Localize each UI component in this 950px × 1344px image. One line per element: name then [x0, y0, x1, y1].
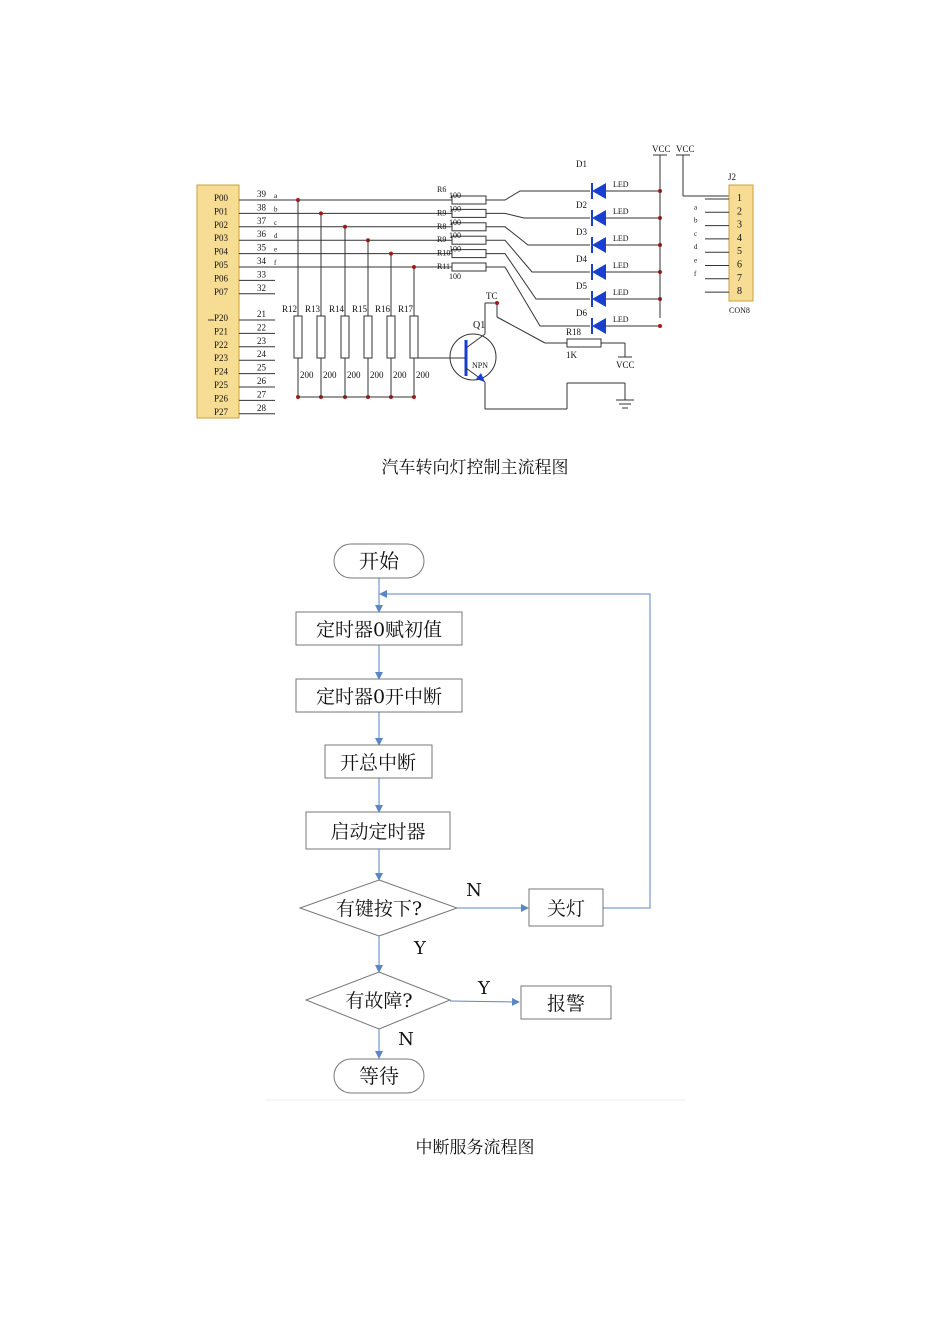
series-value-5: 100	[449, 272, 461, 281]
decision2-yes-label: Y	[478, 978, 490, 999]
connector-net-f: f	[694, 269, 697, 278]
connector-pin-7: 7	[737, 272, 742, 284]
decision1-no-label: N	[466, 880, 482, 901]
connector-pin-4: 4	[737, 232, 742, 244]
pin-label-p03: P03	[214, 233, 229, 244]
connector-pin-8: 8	[737, 286, 742, 298]
led-label-2: LED	[613, 234, 629, 243]
caption-main-flowchart: 汽车转向灯控制主流程图	[381, 458, 569, 478]
step-global-interrupt	[325, 745, 432, 778]
connector-net-a: a	[694, 203, 698, 212]
led-label-5: LED	[613, 315, 629, 324]
connector-net-d: d	[694, 243, 698, 252]
decision-key-pressed-label: 有键按下?	[335, 898, 423, 920]
action-lights-off	[529, 889, 603, 926]
pin-label-p06: P06	[214, 273, 229, 284]
r18-ref: R18	[566, 327, 582, 337]
pull-value-0: 200	[300, 370, 314, 380]
connector-ref: J2	[728, 172, 737, 182]
series-ref-0: R6	[437, 185, 447, 194]
pull-ref-r13: R13	[305, 304, 321, 314]
step-start-timer-label: 启动定时器	[330, 821, 426, 843]
net-label-c: c	[274, 218, 278, 227]
connector-pin-1: 1	[737, 193, 742, 204]
pin-label-p25: P25	[214, 380, 229, 390]
led-label-0: LED	[613, 180, 629, 189]
step-timer-init-label: 定时器0赋初值	[315, 619, 443, 641]
pin-number-27: 27	[257, 389, 266, 400]
pin-label-p04: P04	[214, 246, 229, 257]
decision-fault	[306, 972, 450, 1029]
pull-ref-r16: R16	[375, 304, 391, 314]
decision-key-pressed	[300, 880, 457, 936]
connector-net-c: c	[694, 229, 698, 238]
tc-label: TC	[486, 291, 498, 301]
pin-number-37: 37	[257, 215, 266, 226]
step-timer-interrupt	[296, 679, 462, 712]
net-label-a: a	[274, 192, 278, 200]
pin-number-21: 21	[257, 309, 266, 319]
decision2-no-label: N	[398, 1029, 414, 1050]
step-start-timer	[306, 812, 450, 849]
pin-number-33: 33	[257, 269, 266, 280]
transistor-type: NPN	[472, 361, 489, 370]
net-label-e: e	[274, 245, 278, 254]
led-label-4: LED	[613, 288, 629, 297]
action-alarm	[521, 986, 611, 1019]
pull-value-2: 200	[347, 370, 361, 380]
led-ref-d3: D3	[576, 227, 587, 237]
action-alarm-label: 报警	[546, 993, 586, 1015]
pull-ref-r17: R17	[398, 304, 414, 314]
pin-number-36: 36	[257, 229, 266, 240]
pull-value-3: 200	[370, 370, 384, 380]
end-terminal	[334, 1059, 424, 1093]
vcc-label-2: VCC	[676, 144, 695, 154]
end-label: 等待	[359, 1064, 399, 1088]
led-label-3: LED	[613, 261, 629, 270]
decision-fault-label: 有故障?	[345, 990, 413, 1012]
pin-label-p07: P07	[214, 286, 229, 297]
pull-value-4: 200	[393, 370, 407, 380]
pin-label-p02: P02	[214, 219, 229, 230]
pin-label-p23: P23	[214, 353, 229, 364]
series-value-1: 100	[449, 204, 461, 214]
action-lights-off-label: 关灯	[546, 898, 586, 920]
step-timer-init	[296, 612, 462, 645]
pull-value-5: 200	[416, 370, 430, 380]
pin-label-p01: P01	[214, 206, 229, 217]
connector-pin-2: 2	[737, 206, 742, 218]
pin-label-p22: P22	[214, 339, 229, 350]
pin-number-39: 39	[257, 189, 266, 199]
pin-label-p05: P05	[214, 260, 229, 270]
led-ref-d1: D1	[576, 159, 587, 169]
net-label-b: b	[274, 205, 278, 214]
pin-label-p24: P24	[214, 366, 229, 377]
pin-number-26: 26	[257, 376, 266, 386]
pin-number-22: 22	[257, 322, 266, 333]
pin-number-28: 28	[257, 402, 266, 413]
connector-pin-5: 5	[737, 246, 742, 258]
vcc-label-3: VCC	[616, 360, 635, 370]
pin-number-32: 32	[257, 282, 266, 293]
connector-pin-6: 6	[737, 259, 742, 271]
pin-label-p27: P27	[214, 406, 229, 417]
pin-label-p26: P26	[214, 393, 229, 404]
connector-pin-3: 3	[737, 219, 742, 231]
led-ref-d6: D6	[576, 308, 587, 318]
series-value-4: 100	[449, 244, 461, 254]
decision1-yes-label: Y	[414, 938, 426, 959]
led-ref-d4: D4	[576, 254, 587, 264]
pin-number-38: 38	[257, 202, 266, 213]
pin-number-25: 25	[257, 362, 266, 373]
led-label-1: LED	[613, 207, 629, 216]
pull-ref-r15: R15	[352, 304, 368, 314]
connector-net-b: b	[694, 216, 698, 225]
pull-value-1: 200	[323, 370, 337, 380]
pull-ref-r12: R12	[282, 304, 298, 314]
start-terminal	[334, 544, 424, 578]
led-ref-d5: D5	[576, 281, 587, 291]
pin-number-23: 23	[257, 335, 266, 346]
led-ref-d2: D2	[576, 200, 587, 210]
start-label: 开始	[359, 549, 399, 573]
series-ref-5: R11	[437, 262, 451, 271]
pin-label-p20: P20	[214, 313, 229, 323]
net-label-d: d	[274, 232, 278, 241]
r18-value: 1K	[566, 350, 577, 360]
series-ref-1: R9	[437, 208, 447, 218]
pin-label-p21: P21	[214, 326, 229, 337]
series-ref-2: R8	[437, 221, 447, 231]
pin-number-34: 34	[257, 256, 266, 266]
step-timer-interrupt-label: 定时器0开中断	[315, 686, 443, 708]
series-ref-4: R10	[437, 248, 451, 258]
pin-label-p00: P00	[214, 193, 229, 203]
pull-ref-r14: R14	[329, 304, 345, 314]
caption-interrupt-flowchart: 中断服务流程图	[415, 1138, 535, 1158]
net-label-f: f	[274, 259, 277, 267]
step-global-interrupt-label: 开总中断	[339, 752, 417, 774]
connector-name: CON8	[729, 306, 750, 315]
series-value-3: 100	[449, 231, 461, 241]
series-value-2: 100	[449, 217, 461, 227]
connector-net-e: e	[694, 256, 698, 265]
pin-number-24: 24	[257, 349, 266, 360]
vcc-label-1: VCC	[652, 144, 671, 154]
pin-number-35: 35	[257, 242, 266, 253]
transistor-ref: Q1	[473, 320, 486, 331]
series-value-0: 100	[449, 191, 461, 200]
series-ref-3: R9	[437, 235, 447, 245]
